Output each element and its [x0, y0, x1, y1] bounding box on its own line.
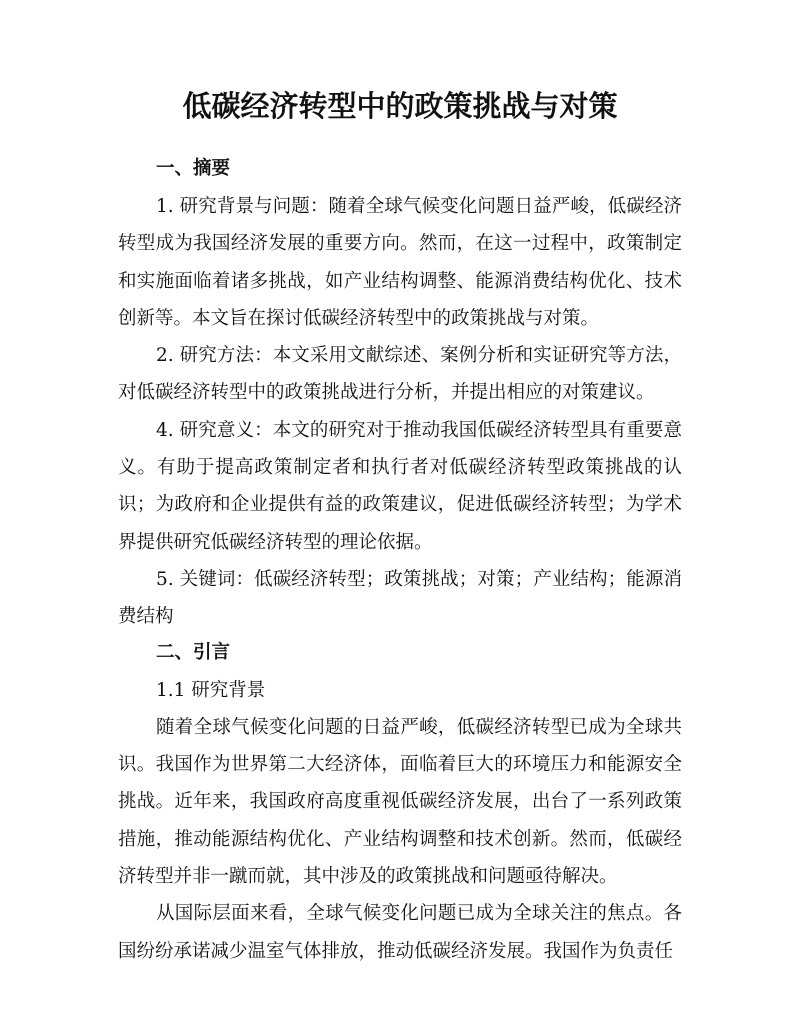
document-title: 低碳经济转型中的政策挑战与对策	[182, 89, 618, 123]
subsection-heading-background: 1.1 研究背景	[156, 679, 266, 701]
intro-paragraph: 随着全球气候变化问题的日益严峻，低碳经济转型已成为全球共识。我国作为世界第二大经济体，面临着巨大的环境压力和能源安全挑战。近年来，我国政府高度重视低碳经济发展，出台了一系列政策措施，推动能源结构优化、产业结构调整和技术创新。然而，低碳经济转型并非一蹴而就，其中涉及的政策挑战和问题亟待解决。	[118, 716, 682, 888]
section-heading-introduction: 二、引言	[156, 641, 231, 663]
abstract-item-background: 1. 研究背景与问题：随着全球气候变化问题日益严峻，低碳经济转型成为我国经济发展的重要方向。然而，在这一过程中，政策制定和实施面临着诸多挑战，如产业结构调整、能源消费结构优化、技术创新等。本文旨在探讨低碳经济转型中的政策挑战与对策。	[118, 196, 682, 329]
abstract-item-method: 2. 研究方法：本文采用文献综述、案例分析和实证研究等方法，对低碳经济转型中的政策挑战进行分析，并提出相应的对策建议。	[118, 345, 682, 404]
intro-paragraph: 从国际层面来看，全球气候变化问题已成为全球关注的焦点。各国纷纷承诺减少温室气体排放，推动低碳经济发展。我国作为负责任	[118, 903, 682, 962]
abstract-item-significance: 4. 研究意义：本文的研究对于推动我国低碳经济转型具有重要意义。有助于提高政策制定者和执行者对低碳经济转型政策挑战的认识；为政府和企业提供有益的政策建议，促进低碳经济转型；为学术界提供研究低碳经济转型的理论依据。	[118, 419, 682, 553]
abstract-item-keywords: 5. 关键词：低碳经济转型；政策挑战；对策；产业结构；能源消费结构	[118, 568, 682, 628]
section-heading-abstract: 一、摘要	[156, 158, 231, 179]
